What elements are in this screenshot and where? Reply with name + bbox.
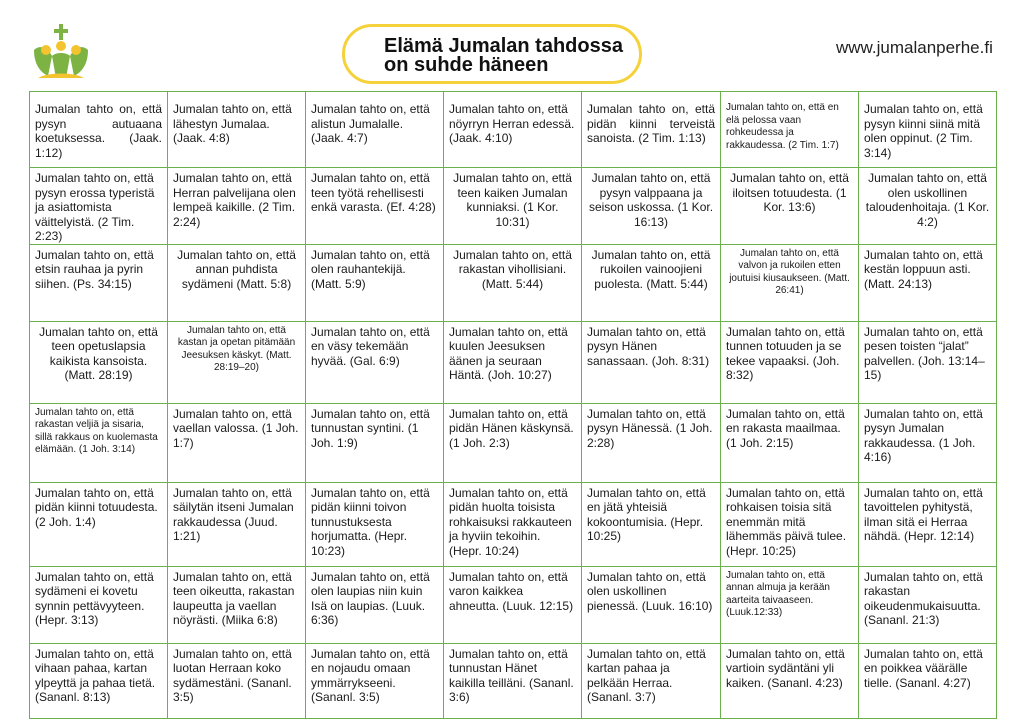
grid-cell: Jumalan tahto on, että olen rauhantekijä. (Matt. 5:9): [306, 244, 444, 321]
grid-cell: Jumalan tahto on, että en jätä yhteisiä kokoontumisia. (Hepr. 10:25): [582, 482, 721, 566]
table-row: [30, 321, 997, 403]
grid-cell: Jumalan tahto on, että säilytän itseni Jumalan rakkaudessa (Juud. 1:21): [168, 482, 306, 566]
grid-cell: Jumalan tahto on, että rakastan veljiä ja sisaria, sillä rakkaus on kuolemasta elämään. (1 Joh. 3:14): [30, 403, 168, 482]
grid-cell: Jumalan tahto on, että teen työtä rehellisesti enkä varasta. (Ef. 4:28): [306, 168, 444, 245]
grid-cell: Jumalan tahto on, että tunnen totuuden ja se tekee vapaaksi. (Joh. 8:32): [721, 321, 859, 403]
grid-cell: Jumalan tahto on, että annan puhdista sydämeni (Matt. 5:8): [168, 244, 306, 321]
grid-cell: Jumalan tahto on, että nöyrryn Herran edessä. (Jaak. 4:10): [444, 92, 582, 168]
grid-cell: Jumalan tahto on, että varon kaikkea ahneutta. (Luuk. 12:15): [444, 566, 582, 643]
grid-cell: Jumalan tahto on, että lähestyn Jumalaa. (Jaak. 4:8): [168, 92, 306, 168]
grid-cell: Jumalan tahto on, että rohkaisen toisia sitä enemmän mitä lähemmäs päivä tulee. (Hepr. 10:25): [721, 482, 859, 566]
table-row: [30, 244, 997, 321]
grid-cell: Jumalan tahto on, että iloitsen totuudesta. (1 Kor. 13:6): [721, 168, 859, 245]
grid-cell: Jumalan tahto on, että pidän Hänen käskynsä. (1 Joh. 2:3): [444, 403, 582, 482]
grid-cell: Jumalan tahto on, että tavoittelen pyhitystä, ilman sitä ei Herraa nähdä. (Hepr. 12:14): [859, 482, 997, 566]
grid-cell: Jumalan tahto on, että valvon ja rukoilen etten joutuisi kiusaukseen. (Matt. 26:41): [721, 244, 859, 321]
grid-cell: Jumalan tahto on, että pesen toisten “jalat” palvellen. (Joh. 13:14–15): [859, 321, 997, 403]
grid-cell: Jumalan tahto on, että Herran palvelijana olen lempeä kaikille. (2 Tim. 2:24): [168, 168, 306, 245]
grid-cell: Jumalan tahto on, että luotan Herraan koko sydämestäni. (Sananl. 3:5): [168, 643, 306, 718]
grid-cell: Jumalan tahto on, että pysyn Hänessä. (1 Joh. 2:28): [582, 403, 721, 482]
grid-cell: Jumalan tahto on, että pysyn Jumalan rakkaudessa. (1 Joh. 4:16): [859, 403, 997, 482]
page-header: [0, 0, 1024, 92]
table-row: [30, 92, 997, 168]
grid-cell: Jumalan tahto on, että en nojaudu omaan ymmärrykseeni. (Sananl. 3:5): [306, 643, 444, 718]
grid-cell: Jumalan tahto on, että olen uskollinen pienessä. (Luuk. 16:10): [582, 566, 721, 643]
grid-cell: Jumalan tahto on, että tunnustan syntini. (1 Joh. 1:9): [306, 403, 444, 482]
grid-cell: Jumalan tahto on, että rakastan oikeudenmukaisuutta. (Sananl. 21:3): [859, 566, 997, 643]
grid-cell: Jumalan tahto on, että kartan pahaa ja pelkään Herraa. (Sananl. 3:7): [582, 643, 721, 718]
grid-cell: Jumalan tahto on, että kastan ja opetan pitämään Jeesuksen käskyt. (Matt. 28:19–20): [168, 321, 306, 403]
grid-cell: Jumalan tahto on, että en elä pelossa vaan rohkeudessa ja rakkaudessa. (2 Tim. 1:7): [721, 92, 859, 168]
grid-cell: Jumalan tahto on, että pidän kiinni toivon tunnustuksesta horjumatta. (Hepr. 10:23): [306, 482, 444, 566]
grid-cell: Jumalan tahto on, että olen laupias niin kuin Isä on laupias. (Luuk. 6:36): [306, 566, 444, 643]
grid-cell: Jumalan tahto on, että vartioin sydäntäni yli kaiken. (Sananl. 4:23): [721, 643, 859, 718]
table-row: [30, 643, 997, 718]
grid-cell: Jumalan tahto on, että en rakasta maailmaa. (1 Joh. 2:15): [721, 403, 859, 482]
grid-cell: Jumalan tahto on, että pysyn autuaana koetuksessa. (Jaak. 1:12): [30, 92, 168, 168]
grid-cell: Jumalan tahto on, että pysyn Hänen sanassaan. (Joh. 8:31): [582, 321, 721, 403]
grid-cell: Jumalan tahto on, että teen oikeutta, rakastan laupeutta ja vaellan nöyrästi. (Miika 6:8): [168, 566, 306, 643]
grid-cell: Jumalan tahto on, että annan almuja ja kerään aarteita taivaaseen. (Luuk.12:33): [721, 566, 859, 643]
grid-cell: Jumalan tahto on, että rukoilen vainoojieni puolesta. (Matt. 5:44): [582, 244, 721, 321]
grid-cell: Jumalan tahto on, että sydämeni ei kovetu synnin pettävyyteen. (Hepr. 3:13): [30, 566, 168, 643]
grid-cell: Jumalan tahto on, että alistun Jumalalle. (Jaak. 4:7): [306, 92, 444, 168]
grid-cell: Jumalan tahto on, että en poikkea väärälle tielle. (Sananl. 4:27): [859, 643, 997, 718]
table-row: [30, 403, 997, 482]
grid-cell: Jumalan tahto on, että pidän huolta toisista rohkaisuksi rakkauteen ja hyviin tekoihin. (Hepr. 10:24): [444, 482, 582, 566]
grid-cell: Jumalan tahto on, että rakastan vihollisiani. (Matt. 5:44): [444, 244, 582, 321]
grid-cell: Jumalan tahto on, että pysyn kiinni siinä mitä olen oppinut. (2 Tim. 3:14): [859, 92, 997, 168]
grid-cell: Jumalan tahto on, että etsin rauhaa ja pyrin siihen. (Ps. 34:15): [30, 244, 168, 321]
table-row: [30, 566, 997, 643]
table-row: [30, 482, 997, 566]
website-url: www.jumalanperhe.fi: [836, 38, 993, 57]
table-row: [30, 168, 997, 245]
grid-cell: Jumalan tahto on, että tunnustan Hänet kaikilla teilläni. (Sananl. 3:6): [444, 643, 582, 718]
grid-cell: Jumalan tahto on, että pidän kiinni terveistä sanoista. (2 Tim. 1:13): [582, 92, 721, 168]
family-logo-icon: [30, 22, 92, 80]
grid-cell: Jumalan tahto on, että vaellan valossa. (1 Joh. 1:7): [168, 403, 306, 482]
grid-cell: Jumalan tahto on, että pidän kiinni totuudesta. (2 Joh. 1:4): [30, 482, 168, 566]
grid-cell: Jumalan tahto on, että kuulen Jeesuksen äänen ja seuraan Häntä. (Joh. 10:27): [444, 321, 582, 403]
grid-cell: Jumalan tahto on, että vihaan pahaa, kartan ylpeyttä ja pahaa tietä. (Sananl. 8:13): [30, 643, 168, 718]
grid-cell: Jumalan tahto on, että teen opetuslapsia kaikista kansoista. (Matt. 28:19): [30, 321, 168, 403]
grid-cell: Jumalan tahto on, että kestän loppuun asti. (Matt. 24:13): [859, 244, 997, 321]
grid-cell: Jumalan tahto on, että pysyn erossa typeristä ja asiattomista väittelyistä. (2 Tim. 2:23): [30, 168, 168, 245]
scripture-grid: [29, 91, 997, 719]
grid-cell: Jumalan tahto on, että pysyn valppaana ja seison uskossa. (1 Kor. 16:13): [582, 168, 721, 245]
grid-cell: Jumalan tahto on, että teen kaiken Jumalan kunniaksi. (1 Kor. 10:31): [444, 168, 582, 245]
page-title: Elämä Jumalan tahdossa: [384, 35, 623, 57]
page-subtitle: on suhde häneen: [384, 54, 549, 76]
grid-cell: Jumalan tahto on, että en väsy tekemään hyvää. (Gal. 6:9): [306, 321, 444, 403]
grid-cell: Jumalan tahto on, että olen uskollinen taloudenhoitaja. (1 Kor. 4:2): [859, 168, 997, 245]
